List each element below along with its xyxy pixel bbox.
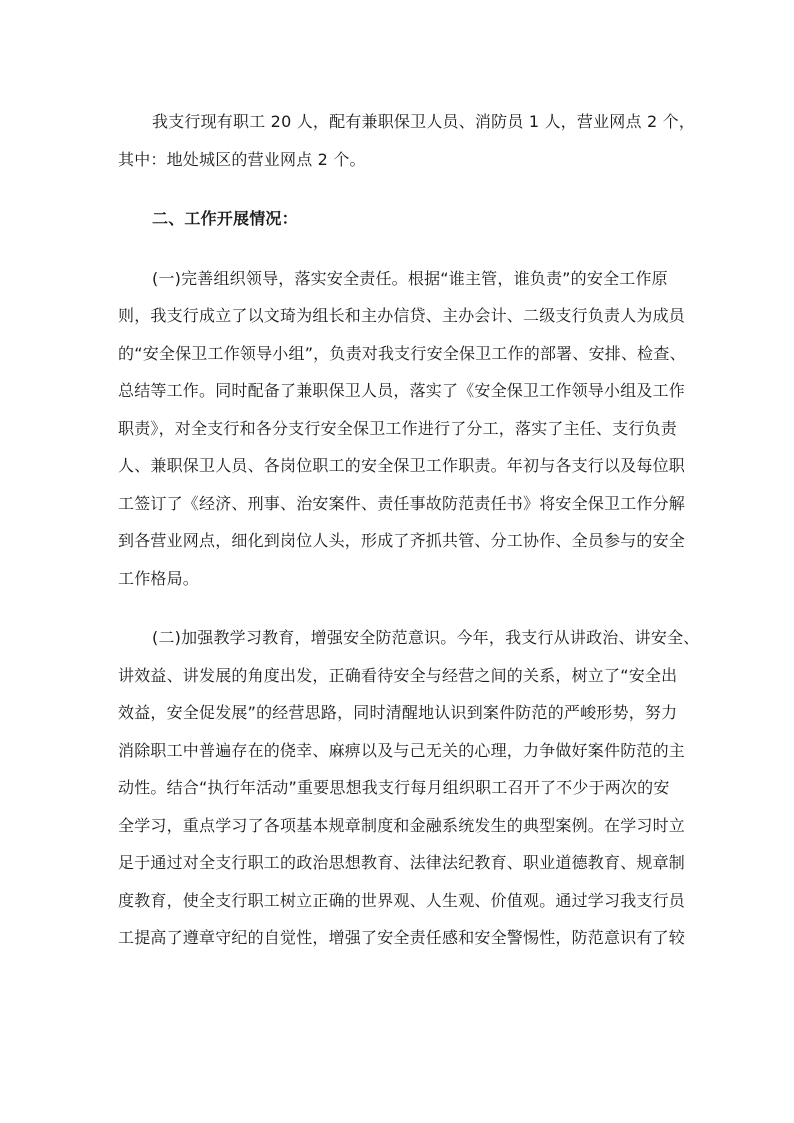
paragraph-organization-leadership [118,260,684,598]
paragraph-education-awareness [118,619,700,957]
paragraph-line: (二)加强教学习教育，增强安全防范意识。今年，我支行从讲政治、讲安全、 [152,628,700,647]
paragraph-line: 动性。结合“执行年活动”重要思想我支行每月组织职工召开了不少于两次的安 [118,778,670,797]
document-body [118,103,700,957]
paragraph-line: 职责》，对全支行和各分支行安全保卫工作进行了分工，落实了主任、支行负责 [118,418,678,438]
section-heading-work-progress [118,200,684,238]
section-heading: 二、工作开展情况： [152,209,298,228]
paragraph-line: 全学习，重点学习了各项基本规章制度和金融系统发生的典型案例。在学习时立 [118,815,686,835]
paragraph-line: 则，我支行成立了以文琦为组长和主办信贷、主办会计、二级支行负责人为成员 [118,306,686,325]
paragraph-line: 工提高了遵章守纪的自觉性，增强了安全责任感和安全警惕性，防范意识有了较 [118,928,686,947]
paragraph-line: 度教育，使全支行职工树立正确的世界观、人生观、价值观。通过学习我支行员 [118,890,686,910]
paragraph-line: 其中：地处城区的营业网点 2 个。 [118,149,366,169]
paragraph-line: 我支行现有职工 20 人，配有兼职保卫人员、消防员 1 人，营业网点 2 个， [152,112,696,131]
paragraph-line: 讲效益、讲发展的角度出发，正确看待安全与经营之间的关系，树立了“安全出 [118,665,678,685]
paragraph-line: 效益，安全促发展”的经营思路，同时清醒地认识到案件防范的严峻形势，努力 [118,703,678,722]
paragraph-line: 总结等工作。同时配备了兼职保卫人员，落实了《安全保卫工作领导小组及工作 [118,381,686,400]
paragraph-line: 工签订了《经济、刑事、治安案件、责任事故防范责任书》将安全保卫工作分解 [118,493,686,513]
paragraph-line: 到各营业网点，细化到岗位人头，形成了齐抓共管、分工协作、全员参与的安全 [118,531,686,550]
paragraph-line: 足于通过对全支行职工的政治思想教育、法律法纪教育、职业道德教育、规章制 [118,853,686,872]
paragraph-staff-overview [118,103,696,178]
paragraph-line: 的“安全保卫工作领导小组”，负责对我支行安全保卫工作的部署、安排、检查、 [118,343,686,363]
paragraph-line: (一)完善组织领导，落实安全责任。根据“谁主管，谁负责”的安全工作原 [152,268,668,288]
paragraph-line: 消除职工中普遍存在的侥幸、麻痹以及与己无关的心理，力争做好案件防范的主 [118,740,686,760]
paragraph-line: 工作格局。 [118,568,200,588]
paragraph-line: 人、兼职保卫人员、各岗位职工的安全保卫工作职责。年初与各支行以及每位职 [118,456,686,475]
